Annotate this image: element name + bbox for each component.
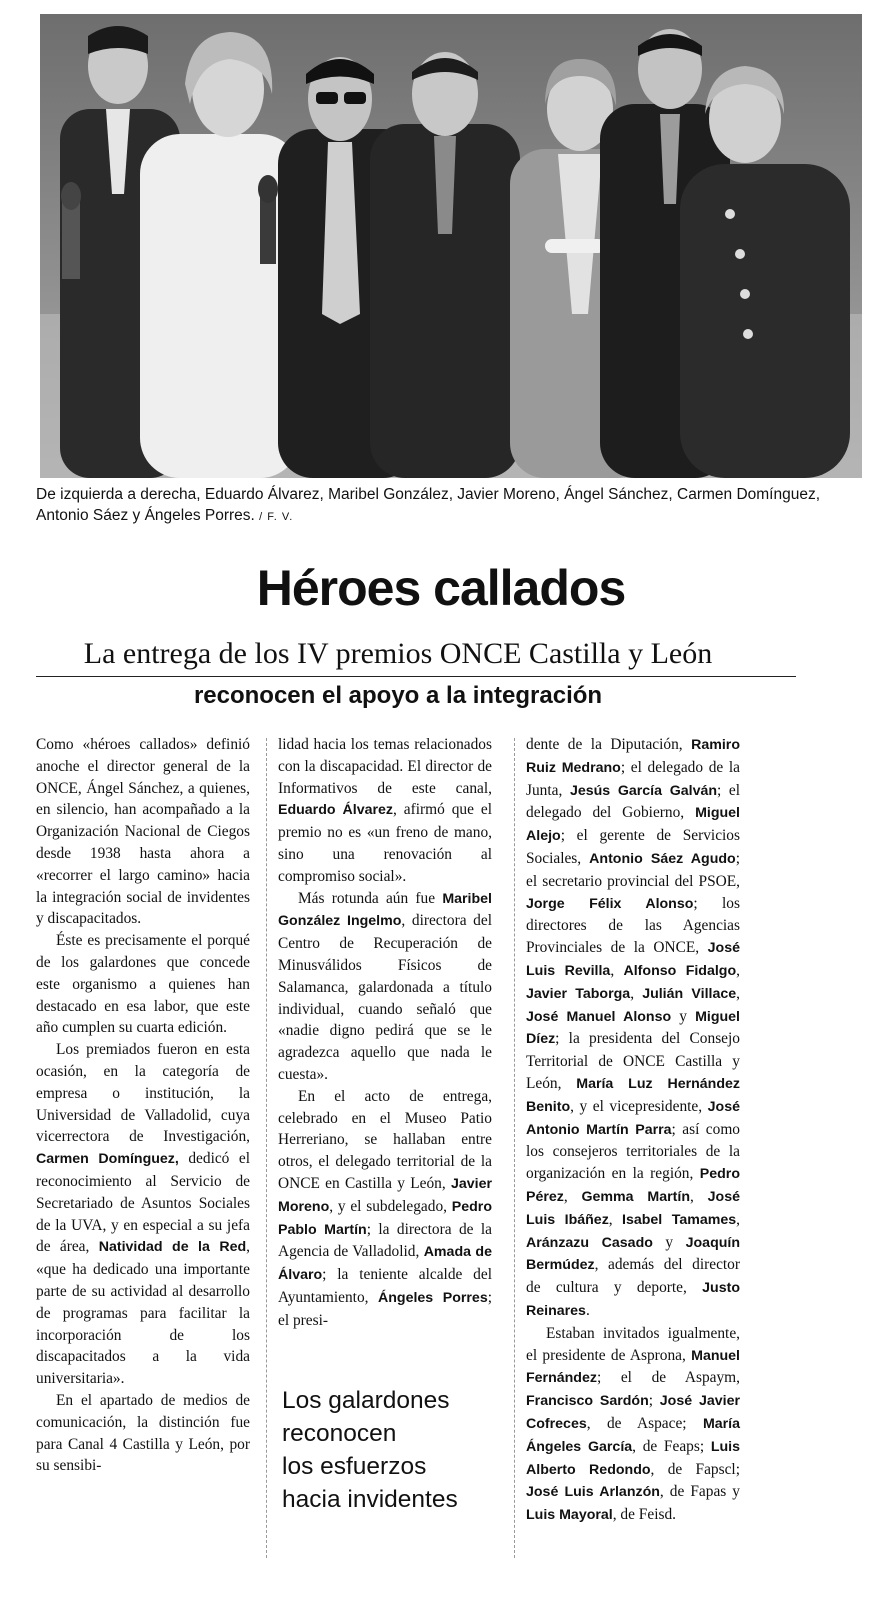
article-column-1 — [36, 734, 250, 1477]
person-name: Javier Moreno — [278, 1175, 492, 1215]
subheadline-divider — [36, 676, 796, 677]
person-name: Aránzazu Casado — [526, 1234, 653, 1251]
pull-quote-line: los esfuerzos — [282, 1453, 427, 1480]
person-name: Gemma Martín — [581, 1188, 690, 1205]
headline: Héroes callados — [256, 560, 626, 616]
person-name: Miguel Alejo — [526, 805, 740, 845]
article-paragraph: Éste es precisamente el porqué de los galardones que concede este organismo a quienes han destacado en esa labor, que este año cumplen su cuarta edición. — [36, 932, 250, 1037]
person-name: Isabel Tamames — [622, 1211, 737, 1228]
photo-caption-text: De izquierda a derecha, Eduardo Álvarez, Maribel González, Javier Moreno, Ángel Sánchez, Carmen Domínguez, Antonio Sáez y Ángeles Porres. — [36, 486, 821, 524]
article-paragraph: dente de la Diputación, Ramiro Ruiz Medrano; el delegado de la Junta, Jesús García Galván; el delegado del Gobierno, Miguel Alejo; el gerente de Servicios Sociales, Antonio Sáez Agudo; el secretario provincial del PSOE, Jorge Félix Alonso; los directores de las Agencias Provinciales de la ONCE, José Luis Revilla, Alfonso Fidalgo, Javier Taborga, Julián Villace, José Manuel Alonso y Miguel Díez; la presidenta del Consejo Territorial de ONCE Castilla y León, María Luz Hernández Benito, y el vicepresidente, José Antonio Martín Parra; así como los consejeros territoriales de la organización en la región, Pedro Pérez, Gemma Martín, José Luis Ibáñez, Isabel Tamames, Aránzazu Casado y Joaquín Bermúdez, además del director de cultura y deporte, Justo Reinares. — [526, 736, 741, 1319]
article-column-2 — [278, 734, 492, 1332]
person-name: Javier Taborga — [526, 985, 631, 1002]
person-name: Carmen Domínguez, — [36, 1151, 179, 1168]
person-name: Luis Alberto Redondo — [526, 1438, 740, 1478]
photo-credit: / F. V. — [259, 511, 294, 523]
subheadline-line-1: La entrega de los IV premios ONCE Castilla y León — [83, 637, 713, 670]
pull-quote-line: hacia invidentes — [282, 1486, 458, 1513]
person-name: José Javier Cofreces — [526, 1393, 740, 1432]
person-name: Alfonso Fidalgo — [623, 962, 737, 979]
person-name: José Antonio Martín Parra — [526, 1098, 740, 1138]
person-name: María Ángeles García — [526, 1415, 740, 1455]
person-name: Antonio Sáez Agudo — [589, 850, 736, 867]
person-name: Manuel Fernández — [526, 1347, 740, 1387]
person-name: Maribel González Ingelmo — [278, 890, 492, 930]
person-name: Miguel Díez — [526, 1008, 740, 1048]
person-name: Justo Reinares — [526, 1280, 740, 1319]
article-paragraph: Estaban invitados igualmente, el presidente de Asprona, Manuel Fernández; el de Aspaym, Francisco Sardón; José Javier Cofreces, de Aspace; María Ángeles García, de Feaps; Luis Alberto Redondo, de Fapscl; José Luis Arlanzón, de Fapas y Luis Mayoral, de Feisd. — [526, 1324, 740, 1524]
person-name: Luis Mayoral — [526, 1507, 613, 1524]
person-name: Pedro Pablo Martín — [278, 1198, 492, 1238]
article-column-3 — [526, 734, 740, 1527]
person-name: José Luis Ibáñez — [526, 1188, 740, 1228]
photo-caption — [36, 484, 866, 528]
news-photo — [40, 14, 862, 478]
person-name: Ramiro Ruiz Medrano — [526, 737, 740, 776]
person-name: Francisco Sardón — [526, 1393, 649, 1410]
person-name: Julián Villace — [642, 985, 737, 1002]
pull-quote-line: Los galardones — [282, 1387, 450, 1414]
article-paragraph: En el acto de entrega, celebrado en el Museo Patio Herreriano, se hallaban entre otros, el delegado territorial de la ONCE en Castilla y León, Javier Moreno, y el subdelegado, Pedro Pablo Martín; la directora de la Agencia de Valladolid, Amada de Álvaro; la teniente alcalde del Ayuntamiento, Ángeles Porres; el presi- — [278, 1087, 492, 1329]
article-paragraph: lidad hacia los temas relacionados con la discapacidad. El director de Informativos de este canal, Eduardo Álvarez, afirmó que el premio no es «un freno de mano, sino una renovación al compromiso social». — [278, 736, 492, 885]
person-name: Ángeles Porres — [377, 1289, 488, 1306]
subheadline-line-2: reconocen el apoyo a la integración — [193, 682, 603, 709]
person-name: Joaquín Bermúdez — [526, 1234, 741, 1274]
pull-quote-line: reconocen — [282, 1420, 397, 1447]
person-name: José Manuel Alonso — [526, 1008, 672, 1025]
person-name: Eduardo Álvarez — [278, 802, 394, 819]
group-photo-illustration — [40, 14, 862, 478]
person-name: José Luis Revilla — [526, 940, 740, 979]
person-name: Jorge Félix Alonso — [526, 895, 694, 912]
person-name: Natividad de la Red — [98, 1239, 247, 1256]
person-name: Amada de Álvaro — [278, 1244, 492, 1284]
pull-quote — [282, 1384, 502, 1516]
article-paragraph: Los premiados fueron en esta ocasión, en la categoría de empresa o institución, la Universidad de Valladolid, cuya vicerrectora de Investigación, Carmen Domínguez, dedicó el reconocimiento al Servicio de Secretariado de Asuntos Sociales de la UVA, y en especial a su jefa de área, Natividad de la Red, «que ha dedicado una importante parte de su actividad al desarrollo de programas para facilitar la incorporación de los discapacitados a la vida universitaria». — [36, 1041, 251, 1388]
person-name: Jesús García Galván — [569, 782, 718, 799]
column-divider — [514, 738, 515, 1558]
article-paragraph: Más rotunda aún fue Maribel González Ingelmo, directora del Centro de Recuperación de Minusválidos Físicos de Salamanca, galardonada a título individual, cuando señaló que «nadie digno pedirá que se le agradezca aquello que nada le cuesta». — [278, 889, 492, 1083]
article-paragraph: Como «héroes callados» definió anoche el director general de la ONCE, Ángel Sánchez, a quienes, en silencio, han acompañado a la Organización Nacional de Ciegos desde 1938 hasta ahora a «recorrer el largo camino» hacia la integración social de invidentes y discapacitados. — [36, 736, 250, 928]
article-paragraph: En el apartado de medios de comunicación, la distinción fue para Canal 4 Castilla y León, por su sensibi- — [36, 1391, 250, 1475]
person-name: José Luis Arlanzón — [526, 1484, 660, 1501]
person-name: Pedro Pérez — [526, 1166, 740, 1205]
column-divider — [266, 738, 267, 1558]
person-name: María Luz Hernández Benito — [526, 1075, 740, 1115]
